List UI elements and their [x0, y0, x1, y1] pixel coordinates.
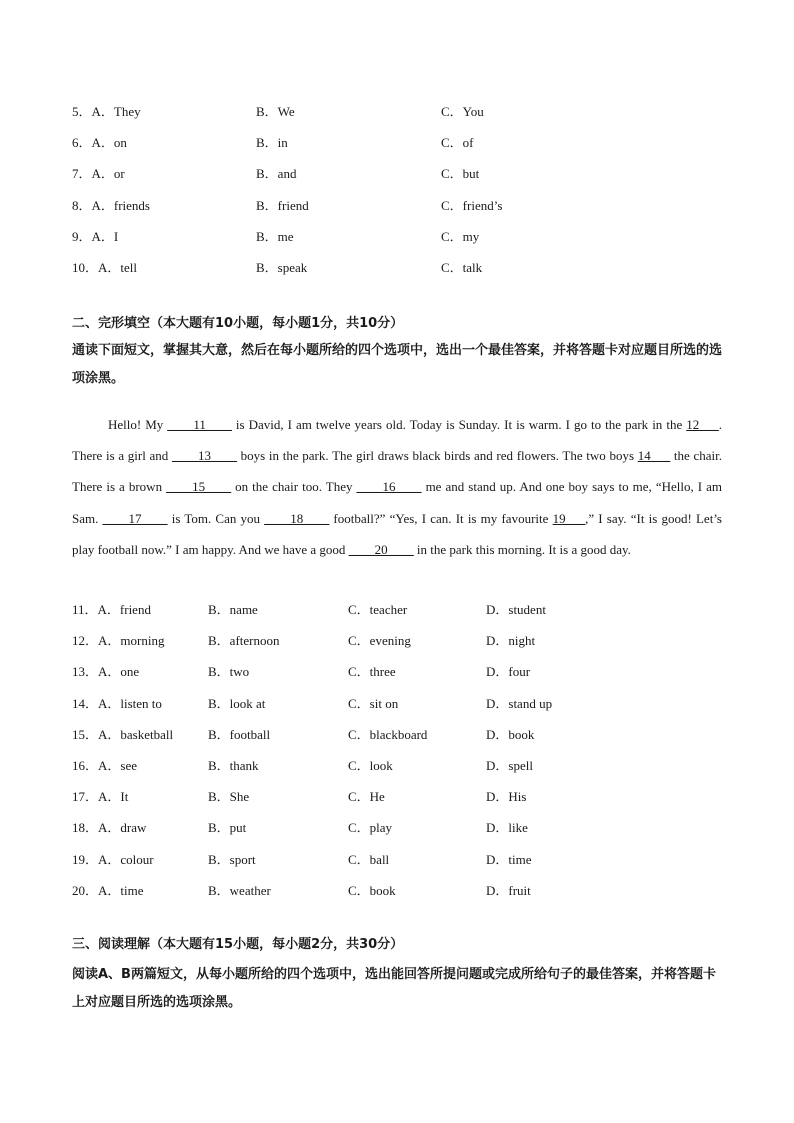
- option-d: D．stand up: [486, 695, 553, 711]
- cloze-heading: 二、完形填空（本大题有10小题，每小题1分，共10分）: [72, 316, 404, 331]
- option-a: 15．A．basketball: [72, 726, 174, 742]
- passage-text: ,” I say. “It is good! Let’s play football now.” I am happy. And we have a good: [72, 510, 722, 557]
- option-c: C．play: [348, 820, 393, 836]
- blank-20: ____20____: [348, 541, 414, 557]
- option-b: B．and: [256, 166, 297, 182]
- option-a: 19．A．colour: [72, 851, 154, 867]
- option-b: B．put: [208, 820, 247, 836]
- option-a: 11．A．friend: [72, 602, 151, 617]
- passage-text: is David, I am twelve years old. Today is Sunday. It is warm. I go to the park in the: [231, 417, 687, 432]
- option-c: C．three: [348, 664, 396, 680]
- option-a: 16．A．see: [72, 757, 137, 773]
- previous-question-options: [72, 101, 732, 288]
- option-row: [72, 132, 732, 163]
- option-d: D．fruit: [486, 882, 531, 898]
- option-a: 13．A．one: [72, 664, 140, 680]
- option-b: B．look at: [208, 695, 266, 711]
- option-row: [72, 101, 732, 132]
- option-row: [72, 724, 732, 755]
- option-c: C．friend’s: [441, 197, 503, 213]
- option-row: [72, 693, 732, 724]
- option-b: B．weather: [208, 882, 271, 898]
- blank-19: 19___: [552, 510, 586, 526]
- passage-text: football?” “Yes, I can. It is my favourite: [329, 510, 553, 526]
- option-a: 14．A．listen to: [72, 695, 162, 711]
- option-row: [72, 786, 732, 817]
- blank-11: ____11____: [167, 417, 232, 432]
- reading-instruction: 阅读A、B两篇短文，从每小题所给的四个选项中，选出能回答所提问题或完成所给句子的最佳答案，并将答题卡上对应题目所选的选项涂黑。: [72, 967, 716, 1010]
- passage-text: in the park this morning. It is a good day.: [413, 541, 631, 557]
- option-a: 9．A．I: [72, 228, 119, 244]
- option-b: B．friend: [256, 197, 309, 213]
- option-b: B．She: [208, 789, 250, 805]
- option-d: D．time: [486, 851, 532, 867]
- cloze-passage: [72, 409, 722, 565]
- blank-18: ____18____: [264, 510, 330, 526]
- option-c: C．talk: [441, 259, 483, 275]
- option-d: D．night: [486, 633, 536, 649]
- passage-text: is Tom. Can you: [167, 510, 265, 526]
- option-b: B．speak: [256, 259, 308, 275]
- option-b: B．thank: [208, 757, 259, 773]
- option-a: 18．A．draw: [72, 820, 147, 836]
- passage-text: the chair. There is a brown: [72, 448, 722, 495]
- option-b: B．afternoon: [208, 633, 280, 649]
- option-c: C．blackboard: [348, 726, 428, 742]
- option-d: D．spell: [486, 757, 533, 773]
- passage-text: on the chair too. They: [231, 479, 357, 495]
- option-c: C．book: [348, 882, 396, 898]
- blank-13: ____13____: [172, 448, 237, 464]
- passage-text: . There is a girl and: [72, 417, 722, 464]
- option-c: C．evening: [348, 633, 411, 649]
- option-row: [72, 661, 732, 692]
- cloze-options: [72, 599, 732, 911]
- option-a: 10．A．tell: [72, 259, 137, 275]
- blank-14: 14___: [637, 448, 671, 464]
- option-a: 7．A．or: [72, 166, 125, 182]
- option-d: D．student: [486, 602, 546, 617]
- option-b: B．football: [208, 726, 271, 742]
- option-a: 17．A．It: [72, 789, 129, 805]
- option-row: [72, 599, 732, 630]
- option-c: C．teacher: [348, 602, 408, 617]
- blank-17: ____17____: [102, 510, 168, 526]
- option-b: B．sport: [208, 851, 256, 867]
- option-a: 20．A．time: [72, 882, 144, 898]
- option-b: B．in: [256, 135, 288, 151]
- blank-12: 12___: [686, 417, 719, 432]
- option-c: C．my: [441, 228, 480, 244]
- option-d: D．like: [486, 820, 528, 836]
- option-c: C．You: [441, 104, 484, 119]
- blank-15: ____15____: [166, 479, 232, 495]
- cloze-instruction: 通读下面短文，掌握其大意，然后在每小题所给的四个选项中，选出一个最佳答案，并将答题卡对应题目所选的选项涂黑。: [72, 343, 723, 386]
- reading-heading: 三、阅读理解（本大题有15小题，每小题2分，共30分）: [72, 937, 404, 952]
- option-a: 6．A．on: [72, 135, 127, 151]
- option-b: B．We: [256, 104, 295, 119]
- option-row: [72, 755, 732, 786]
- option-c: C．He: [348, 789, 385, 805]
- option-row: [72, 880, 732, 911]
- option-b: B．two: [208, 664, 250, 680]
- option-row: [72, 257, 732, 288]
- option-c: C．but: [441, 166, 480, 182]
- option-c: C．look: [348, 757, 393, 773]
- passage-text: Hello! My: [108, 417, 168, 432]
- passage-text: boys in the park. The girl draws black birds and red flowers. The two boys: [237, 448, 638, 464]
- blank-16: ____16____: [356, 479, 422, 495]
- option-d: D．book: [486, 726, 535, 742]
- option-row: [72, 817, 732, 848]
- option-a: 8．A．friends: [72, 197, 150, 213]
- option-a: 12．A．morning: [72, 633, 165, 649]
- option-a: 5．A．They: [72, 104, 141, 119]
- option-b: B．name: [208, 602, 258, 617]
- option-row: [72, 163, 732, 194]
- option-row: [72, 849, 732, 880]
- option-c: C．of: [441, 135, 474, 151]
- passage-text: me and stand up. And one boy says to me, “Hello, I am Sam.: [72, 479, 723, 526]
- option-c: C．ball: [348, 851, 390, 867]
- option-d: D．four: [486, 664, 531, 680]
- option-row: [72, 630, 732, 661]
- option-b: B．me: [256, 228, 294, 244]
- option-row: [72, 195, 732, 226]
- option-c: C．sit on: [348, 695, 399, 711]
- option-row: [72, 226, 732, 257]
- option-d: D．His: [486, 789, 527, 805]
